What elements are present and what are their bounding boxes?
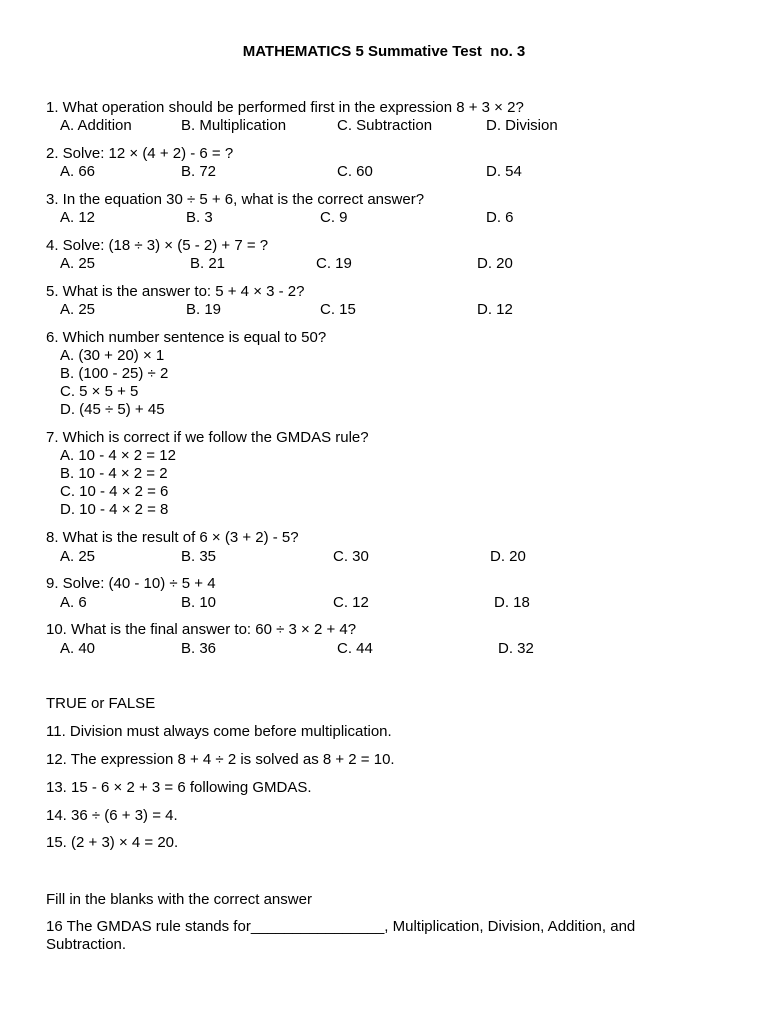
- q10-option-a: A. 40: [60, 640, 96, 657]
- q8-option-a: A. 25: [60, 548, 96, 565]
- fill-item-16-line1: 16 The GMDAS rule stands for________________, Multiplication, Division, Addition, and: [46, 918, 636, 935]
- tf-item-11: 11. Division must always come before multiplication.: [46, 723, 392, 740]
- q8-option-c: C. 30: [333, 548, 369, 565]
- page-title: MATHEMATICS 5 Summative Test no. 3: [242, 43, 526, 60]
- question-3: 3. In the equation 30 ÷ 5 + 6, what is the correct answer?: [46, 191, 425, 208]
- q9-option-a: A. 6: [60, 594, 87, 611]
- true-false-heading: TRUE or FALSE: [46, 695, 156, 712]
- q2-option-a: A. 66: [60, 163, 96, 180]
- q10-option-b: B. 36: [181, 640, 217, 657]
- q1-option-c: C. Subtraction: [337, 117, 433, 134]
- fill-item-16-line2: Subtraction.: [46, 936, 127, 953]
- q3-option-d: D. 6: [486, 209, 514, 226]
- q7-option-d: D. 10 - 4 × 2 = 8: [60, 501, 169, 518]
- q7-option-c: C. 10 - 4 × 2 = 6: [60, 483, 169, 500]
- question-10: 10. What is the final answer to: 60 ÷ 3 × 2 + 4?: [46, 621, 357, 638]
- tf-item-14: 14. 36 ÷ (6 + 3) = 4.: [46, 807, 178, 824]
- q4-option-c: C. 19: [316, 255, 352, 272]
- q5-option-b: B. 19: [186, 301, 222, 318]
- q7-option-b: B. 10 - 4 × 2 = 2: [60, 465, 168, 482]
- q4-option-a: A. 25: [60, 255, 96, 272]
- q1-option-a: A. Addition: [60, 117, 132, 134]
- q4-option-d: D. 20: [477, 255, 513, 272]
- question-8: 8. What is the result of 6 × (3 + 2) - 5?: [46, 529, 299, 546]
- q5-option-c: C. 15: [320, 301, 356, 318]
- q8-option-b: B. 35: [181, 548, 217, 565]
- question-5: 5. What is the answer to: 5 + 4 × 3 - 2?: [46, 283, 305, 300]
- q5-option-a: A. 25: [60, 301, 96, 318]
- question-1: 1. What operation should be performed first in the expression 8 + 3 × 2?: [46, 99, 524, 116]
- q6-option-a: A. (30 + 20) × 1: [60, 347, 165, 364]
- q10-option-d: D. 32: [498, 640, 534, 657]
- q6-option-b: B. (100 - 25) ÷ 2: [60, 365, 169, 382]
- q1-option-d: D. Division: [486, 117, 558, 134]
- q8-option-d: D. 20: [490, 548, 526, 565]
- question-9: 9. Solve: (40 - 10) ÷ 5 + 4: [46, 575, 216, 592]
- question-2: 2. Solve: 12 × (4 + 2) - 6 = ?: [46, 145, 234, 162]
- question-4: 4. Solve: (18 ÷ 3) × (5 - 2) + 7 = ?: [46, 237, 269, 254]
- tf-item-12: 12. The expression 8 + 4 ÷ 2 is solved as 8 + 2 = 10.: [46, 751, 395, 768]
- q10-option-c: C. 44: [337, 640, 373, 657]
- q3-option-a: A. 12: [60, 209, 96, 226]
- q2-option-d: D. 54: [486, 163, 522, 180]
- q1-option-b: B. Multiplication: [181, 117, 287, 134]
- q9-option-b: B. 10: [181, 594, 217, 611]
- q9-option-c: C. 12: [333, 594, 369, 611]
- q5-option-d: D. 12: [477, 301, 513, 318]
- q4-option-b: B. 21: [190, 255, 226, 272]
- fill-blanks-heading: Fill in the blanks with the correct answer: [46, 891, 312, 908]
- question-7: 7. Which is correct if we follow the GMDAS rule?: [46, 429, 369, 446]
- tf-item-15: 15. (2 + 3) × 4 = 20.: [46, 834, 179, 851]
- q6-option-d: D. (45 ÷ 5) + 45: [60, 401, 165, 418]
- question-6: 6. Which number sentence is equal to 50?: [46, 329, 327, 346]
- q7-option-a: A. 10 - 4 × 2 = 12: [60, 447, 176, 464]
- q6-option-c: C. 5 × 5 + 5: [60, 383, 139, 400]
- tf-item-13: 13. 15 - 6 × 2 + 3 = 6 following GMDAS.: [46, 779, 312, 796]
- q9-option-d: D. 18: [494, 594, 530, 611]
- q3-option-c: C. 9: [320, 209, 348, 226]
- q3-option-b: B. 3: [186, 209, 213, 226]
- q2-option-c: C. 60: [337, 163, 373, 180]
- q2-option-b: B. 72: [181, 163, 217, 180]
